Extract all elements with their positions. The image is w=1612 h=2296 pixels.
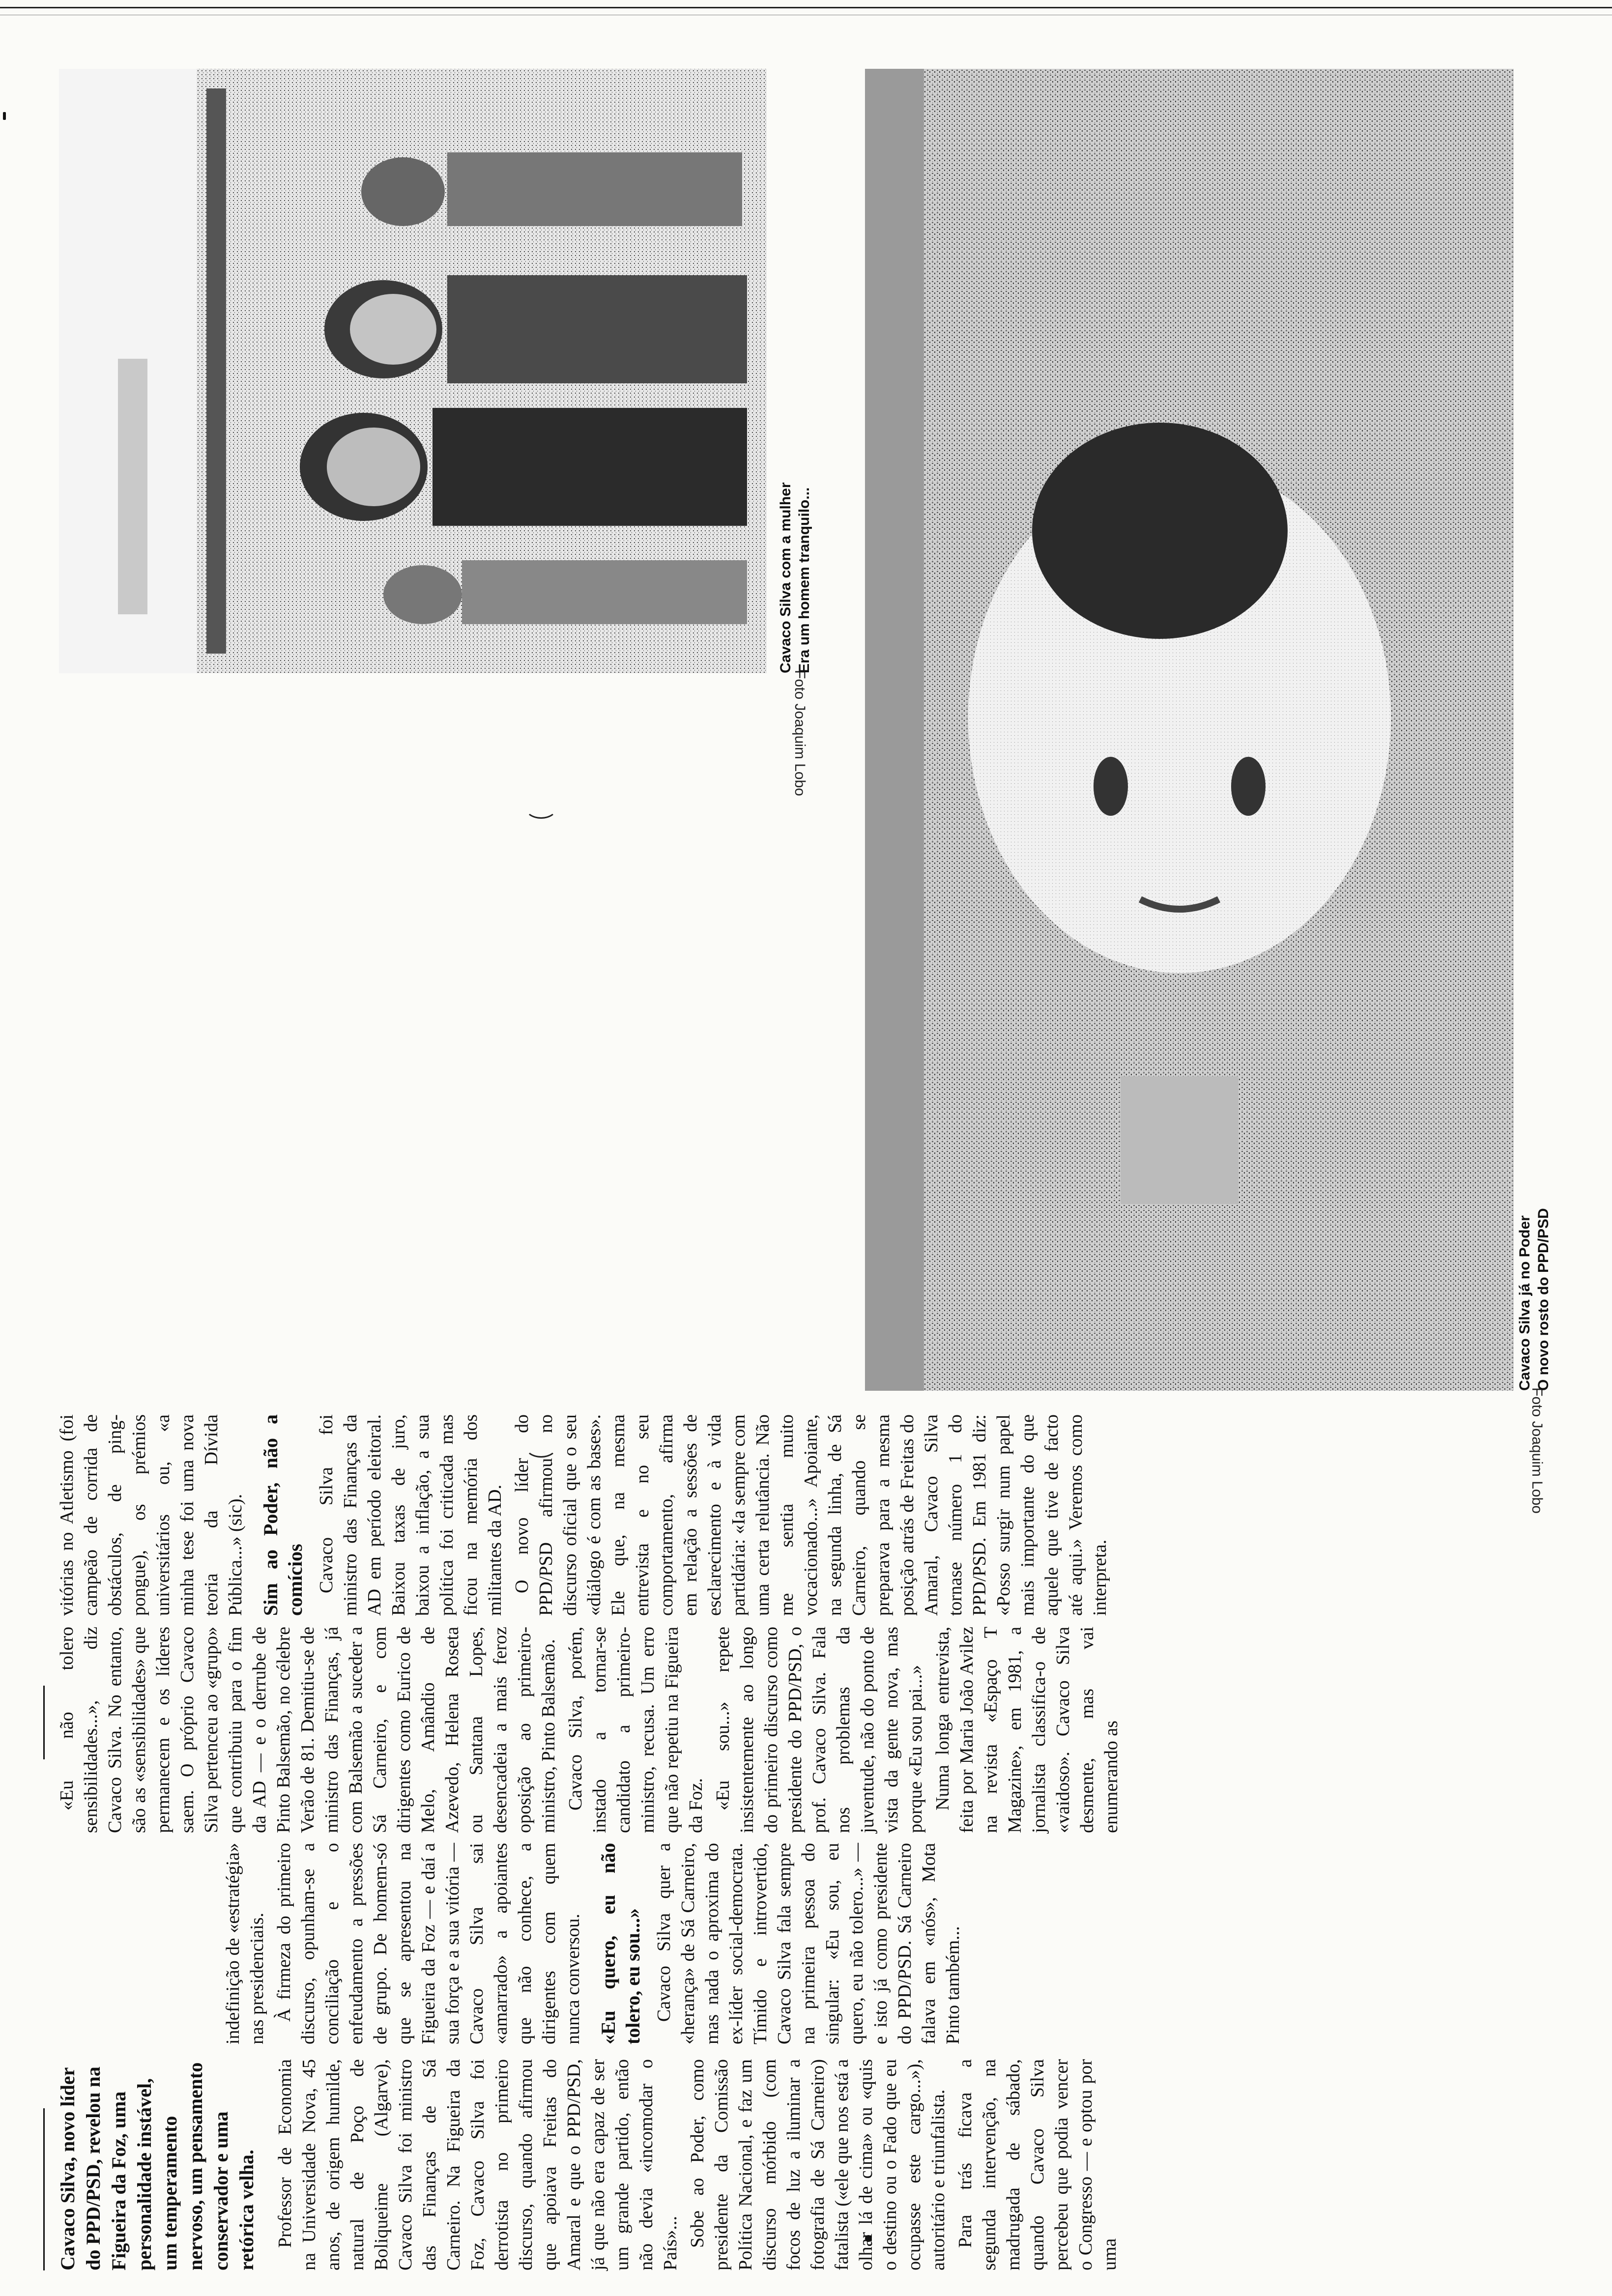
scan-edge-line (0, 7, 1612, 8)
photo-portrait (865, 69, 1514, 1391)
lead-rule (43, 2108, 45, 2270)
article-column-3 (55, 1627, 1126, 1833)
photo-caption (777, 69, 814, 673)
photo-couple-image (59, 69, 767, 673)
photo-caption-line: Era um homem tranquilo... (796, 487, 812, 673)
paragraph: O novo líder do PPD/PSD afirmou no discurso oficial que o seu «diálogo é com as bases». Ele que, na mesma entrevista e no seu comportamento, afirma em relação a sessões de esclarecimento e à vida partidária: «Ia sempre com uma certa relutância. Não me sentia muito vocacionado...» Apoiante, na segunda linha, de Sá Carneiro, quando se preparava para a mesma posição atrás de Freitas do Amaral, Cavaco Silva tornase número 1 do PPD/PSD. Em 1981 diz: «Posso surgir num papel mais importante do que aquele que tive de facto até aqui.» Veremos como interpreta. (512, 1414, 1110, 1616)
photo-caption-line: Cavaco Silva já no Poder (1517, 1215, 1533, 1391)
photo-caption (1516, 69, 1553, 1391)
column-rule (43, 1686, 45, 1759)
photo-credit: Foto Joaquim Lobo (1529, 1387, 1545, 1514)
paragraph: Numa longa entrevista, feita por Maria João Avilez na revista «Espaço T Magazine», em 1981, a jornalista classifica-o de «vaidoso». Cavaco Silva desmente, mas vai enumerando as (932, 1627, 1122, 1833)
paragraph: «Eu sou...» repete insistentemente ao longo do primeiro discurso como presidente do PPD/PSD, o prof. Cavaco Silva. Fala nos problemas da juventude, não do ponto de vista da gente nova, mas porque «Eu sou pai...» (713, 1627, 926, 1833)
newspaper-article (39, 49, 1553, 2290)
paragraph: «Eu não tolero sensibilidades...», diz Cavaco Silva. No entanto, são as «sensibilidades» que permanecem e os líderes saem. O próprio Cavaco Silva pertenceu ao «grupo» que contribuiu para o fim da AD — e o derrube de Pinto Balsemão, no célebre Verão de 81. Demitiu-se de ministro das Finanças, já com Balsemão a suceder a Sá Carneiro, e com dirigentes como Eurico de Melo, Amândio de Azevedo, Helena Roseta ou Santana Lopes, desencadeia a mais feroz oposição ao primeiro-ministro, Pinto Balsemão. (57, 1627, 559, 1833)
photo-couple (59, 69, 767, 673)
subheading: Sim ao Poder, não a comícios (259, 1414, 306, 1616)
paragraph: Professor de Economia na Universidade Nova, 45 anos, de origem humilde, natural de Poço de Boliqueime (Algarve), Cavaco Silva foi ministro das Finanças de Sá Carneiro. Na Figueira da Foz, Cavaco Silva foi derrotista no primeiro discurso, quando afirmou que apoiava Freitas do Amaral e que o PPD/PSD, já que não era capaz de ser um grande partido, então não devia «incomodar o País»... (275, 2059, 681, 2270)
article-column-2 (221, 1843, 968, 2044)
paragraph: À firmeza do primeiro discurso, opunham-se a conciliação e o enfeudamento a pressões de grupo. De homem-só que se apresentou na Figueira da Foz — e daí a sua força e a sua vitória — Cavaco Silva sai «amarrado» a apoiantes que não conhece, a dirigentes com quem nunca conversou. (274, 1843, 583, 2044)
paragraph: vitórias no Atletismo (foi campeão de corrida de obstáculos, de ping-pongue), os prémios universitários ou, «a minha tese foi uma nova teoria da Dívida Pública...» (sic). (57, 1414, 246, 1616)
paragraph: Sobe ao Poder, como presidente da Comissão Política Nacional, e faz um discurso mórbido (com focos de luz a iluminar a fotografia de Sá Carneiro) fatalista («ele que nos está a olhar lá de cima» ou «quis o destino ou o Fado que eu ocupasse este cargo...»), autoritário e triunfalista. (687, 2059, 949, 2270)
photo-caption-line: Cavaco Silva com a mulher (777, 482, 794, 673)
paragraph: Cavaco Silva, porém, instado a tornar-se candidato a primeiro-ministro, recusa. Um erro que não repetiu na Figueira da Foz. (565, 1627, 706, 1833)
article-column-4 (55, 1414, 1115, 1616)
paragraph: indefinição de «estratégia» nas presidenciais. (223, 1843, 267, 2044)
photo-credit: Foto Joaquim Lobo (792, 670, 808, 796)
scan-speck (3, 112, 6, 120)
article-lead: Cavaco Silva, novo líder do PPD/PSD, revelou na Figueira da Foz, uma personalidade instável, um temperamento nervoso, um pensamento conservador e uma retórica velha. (57, 2062, 258, 2270)
paragraph: Cavaco Silva foi ministro das Finanças da AD em período eleitoral. Baixou taxas de juro, baixou a inflação, a sua política foi criticada mas ficou na memória dos militantes da AD. (316, 1414, 505, 1616)
photo-caption-line: O novo rosto do PPD/PSD (1535, 1208, 1552, 1391)
paragraph: Cavaco Silva quer a «herança» de Sá Carneiro, mas nada o aproxima do ex-líder social-democrata. Tímido e introvertido, Cavaco Silva fala sempre na primeira pessoa do singular: «Eu sou, eu quero, eu não tolero...» — e isto já como presidente do PPD/PSD. Sá Carneiro falava em «nós», Mota Pinto também... (654, 1843, 963, 2044)
paragraph: Para trás ficava a segunda intervenção, na madrugada de sábado, quando Cavaco Silva percebeu que podia vencer o Congresso — e optou por uma (955, 2059, 1120, 2270)
article-column-1 (55, 2059, 1125, 2270)
subheading: «Eu quero, eu não tolero, eu sou...» (597, 1843, 644, 2044)
photo-portrait-image (865, 69, 1514, 1391)
